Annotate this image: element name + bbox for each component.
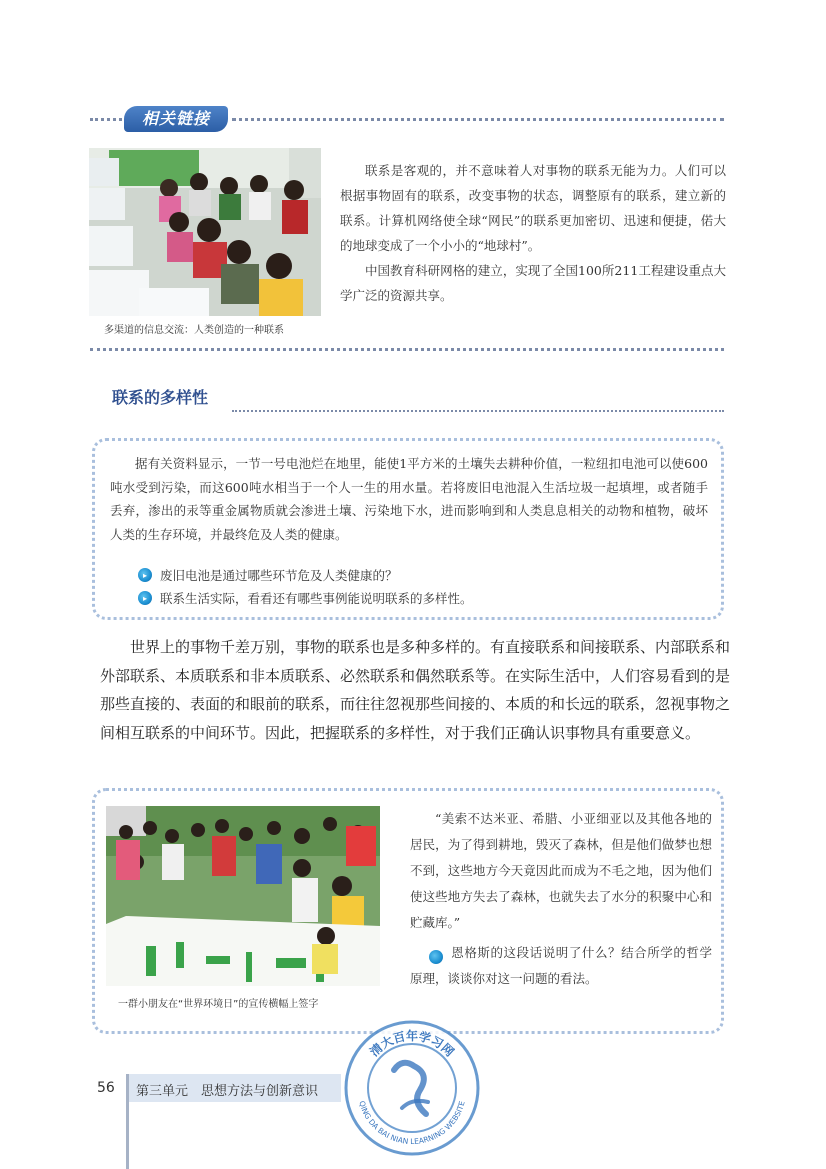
top-dotted-rule-left	[90, 118, 122, 121]
engels-question	[410, 940, 712, 992]
footer-vertical-rule	[126, 1074, 129, 1169]
battery-question-2	[138, 589, 473, 607]
engels-quote-text: “美索不达米亚、希腊、小亚细亚以及其他各地的居民，为了得到耕地，毁灭了森林，但是他们做梦也想不到，这些地方今天竟因此而成为不毛之地，因为他们使这些地方失去了森林，也就失去了水分的积聚中心和贮藏库。”	[410, 811, 712, 930]
battery-paragraph: 据有关资料显示，一节一号电池烂在地里，能使1平方米的土壤失去耕种价值，一粒纽扣电池可以使600吨水受到污染，而这600吨水相当于一个人一生的用水量。若将废旧电池混入生活垃圾一起填埋，或者随手丢弃，渗出的汞等重金属物质就会渗进土壤、污染地下水，进而影响到和人类息息相关的动物和植物，破坏人类的生存环境，并最终危及人类的健康。	[110, 456, 708, 542]
section-dotted-rule	[232, 410, 724, 412]
question-bullet-icon: ▸	[138, 568, 152, 582]
related-link-text	[340, 158, 726, 308]
top-dotted-rule-right	[232, 118, 724, 121]
computer-lab-caption: 多渠道的信息交流：人类创造的一种联系	[104, 325, 284, 336]
related-link-tag: 相关链接	[124, 106, 228, 132]
question-bullet-icon: ▸	[429, 950, 443, 964]
environment-day-photo	[106, 806, 380, 986]
related-bottom-dotted-rule	[90, 348, 724, 351]
battery-question-1	[138, 566, 398, 584]
main-body-text	[100, 633, 730, 747]
svg-text:QING DA BAI NIAN LEARNING WEBS: QING DA BAI NIAN LEARNING WEBSITE	[357, 1099, 467, 1147]
related-paragraph-1: 联系是客观的，并不意味着人对事物的联系无能为力。人们可以根据事物固有的联系，改变事物的状态，调整原有的联系，建立新的联系。计算机网络使全球“网民”的联系更加密切、迅速和便捷，偌大的地球变成了一个小小的“地球村”。	[340, 163, 726, 253]
question-bullet-icon: ▸	[138, 591, 152, 605]
battery-text	[110, 452, 708, 546]
environment-day-caption: 一群小朋友在“世界环境日”的宣传横幅上签字	[118, 999, 319, 1010]
battery-question-1-text: 废旧电池是通过哪些环节危及人类健康的？	[160, 568, 398, 583]
battery-question-2-text: 联系生活实际，看看还有哪些事例能说明联系的多样性。	[160, 591, 473, 606]
watermark-seal-logo	[342, 1018, 482, 1158]
section-title: 联系的多样性	[112, 388, 209, 407]
footer-unit-label: 第三单元 思想方法与创新意识	[136, 1084, 319, 1099]
engels-question-row	[410, 940, 712, 992]
computer-lab-photo	[89, 148, 321, 316]
page-number: 56	[97, 1080, 115, 1096]
svg-text:清大百年学习网: 清大百年学习网	[367, 1029, 457, 1060]
main-paragraph: 世界上的事物千差万别，事物的联系也是多种多样的。有直接联系和间接联系、内部联系和外部联系、本质联系和非本质联系、必然联系和偶然联系等。在实际生活中，人们容易看到的是那些直接的、表面的和眼前的联系，而往往忽视那些间接的、本质的和长远的联系，忽视事物之间相互联系的中间环节。因此，把握联系的多样性，对于我们正确认识事物具有重要意义。	[100, 638, 731, 742]
related-paragraph-2: 中国教育科研网格的建立，实现了全国100所211工程建设重点大学广泛的资源共享。	[340, 263, 726, 303]
engels-question-text: 恩格斯的这段话说明了什么？结合所学的哲学原理，谈谈你对这一问题的看法。	[410, 945, 712, 986]
engels-quote	[410, 806, 712, 936]
